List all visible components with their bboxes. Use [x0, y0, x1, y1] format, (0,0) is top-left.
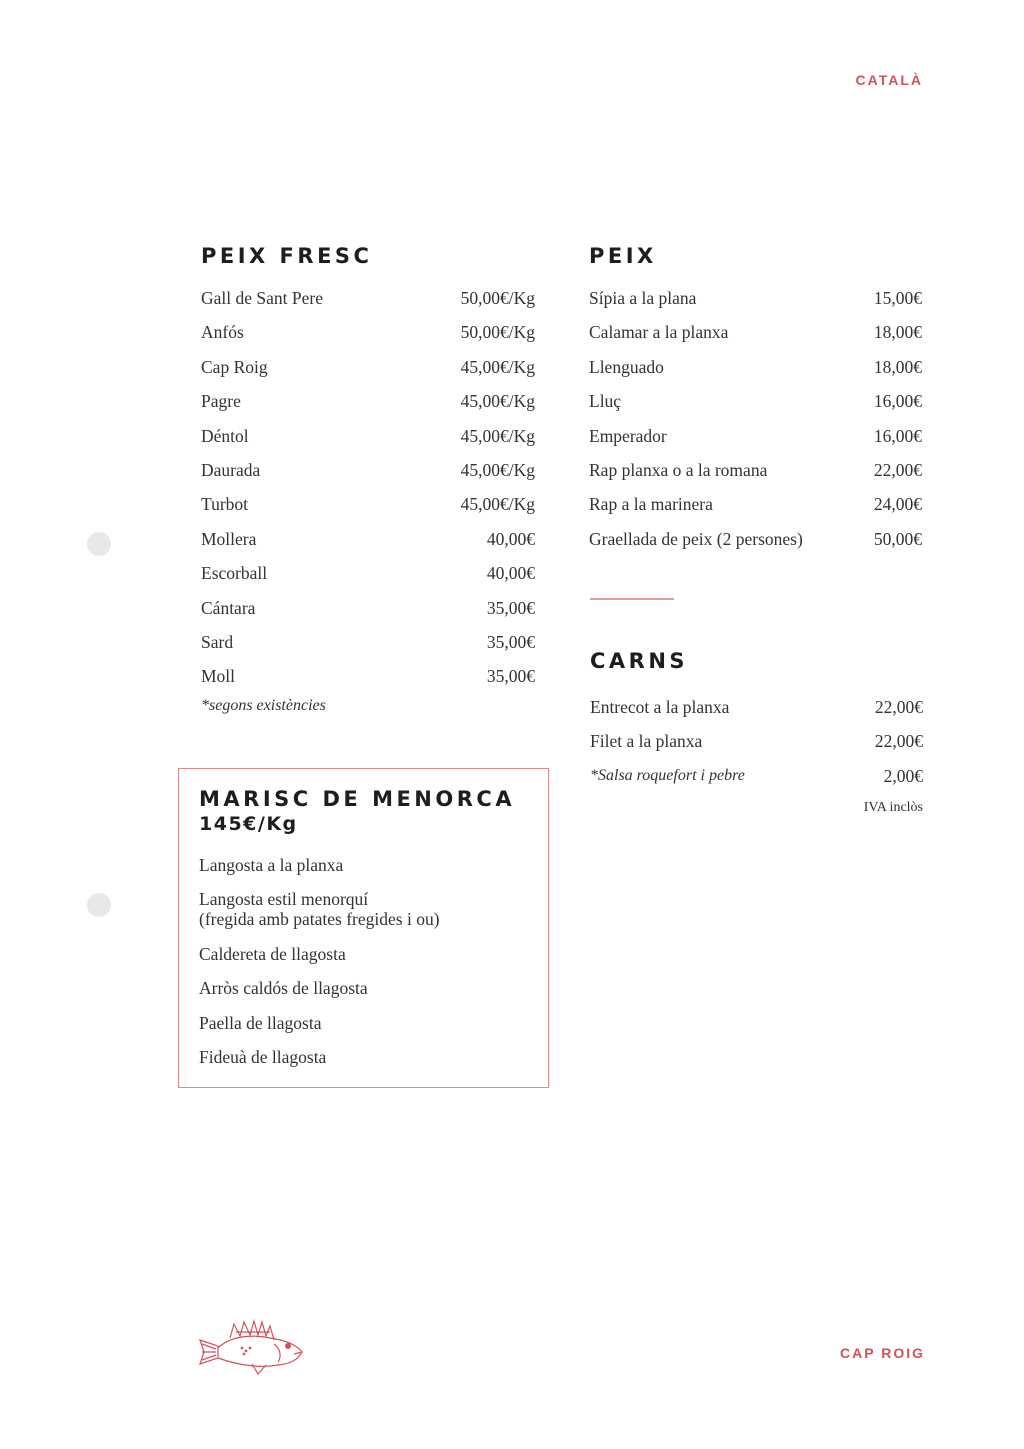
menu-item	[589, 322, 922, 356]
item-name: Daurada	[201, 459, 261, 480]
item-name: Mollera	[201, 528, 257, 549]
peix-fresc-section	[201, 244, 535, 715]
item-price: 15,00€	[873, 288, 922, 308]
menu-item	[201, 632, 535, 666]
scorpionfish-icon	[196, 1318, 308, 1378]
menu-item	[590, 697, 923, 731]
item-price: 45,00€/Kg	[460, 391, 535, 412]
marisc-item	[199, 889, 548, 929]
menu-item	[589, 494, 922, 528]
item-name: *Salsa roquefort i pebre	[590, 766, 745, 784]
binder-hole	[87, 532, 111, 556]
item-description: (fregida amb patates fregides i ou)	[199, 909, 440, 930]
item-name: Moll	[201, 666, 236, 687]
menu-item	[201, 529, 535, 563]
marisc-price: 145€/Kg	[199, 813, 298, 835]
item-name: Paella de llagosta	[199, 1012, 322, 1033]
item-price: 18,00€	[873, 322, 922, 343]
item-name: Anfós	[201, 322, 244, 343]
item-price: 35,00€	[486, 631, 535, 652]
item-price: 22,00€	[873, 459, 922, 480]
item-name: Déntol	[201, 425, 249, 446]
menu-item	[589, 391, 922, 425]
menu-item	[201, 666, 535, 700]
item-name: Arròs caldós de llagosta	[199, 978, 368, 999]
item-name: Pagre	[201, 391, 241, 412]
carns-section	[590, 649, 923, 816]
availability-note: *segons existències	[201, 696, 326, 714]
menu-item	[201, 357, 535, 391]
item-name: Filet a la planxa	[590, 731, 703, 752]
marisc-item	[199, 855, 548, 875]
marisc-box	[178, 768, 549, 1088]
item-price: 18,00€	[873, 356, 922, 377]
item-name: Llenguado	[589, 356, 664, 377]
binder-hole	[87, 893, 111, 917]
menu-item	[201, 391, 535, 425]
item-price: 40,00€	[486, 528, 535, 549]
item-price: 40,00€	[486, 563, 535, 584]
menu-item	[589, 529, 922, 563]
peix-section	[589, 244, 922, 563]
section-title: CARNS	[590, 649, 689, 673]
menu-item-extra	[590, 766, 923, 800]
item-price: 45,00€/Kg	[460, 494, 535, 515]
item-name: Langosta a la planxa	[199, 855, 344, 875]
menu-item	[589, 426, 922, 460]
item-price: 50,00€	[873, 528, 922, 549]
menu-item	[201, 563, 535, 597]
item-price: 16,00€	[873, 425, 922, 446]
menu-item	[590, 731, 923, 765]
item-name: Cántara	[201, 597, 256, 618]
vat-note: IVA inclòs	[863, 800, 923, 816]
menu-item	[201, 494, 535, 528]
item-name: Escorball	[201, 563, 268, 584]
item-name: Calamar a la planxa	[589, 322, 729, 343]
menu-item	[201, 322, 535, 356]
item-price: 50,00€/Kg	[460, 288, 535, 308]
menu-item	[589, 460, 922, 494]
item-name: Emperador	[589, 425, 667, 446]
menu-item	[201, 460, 535, 494]
item-name: Entrecot a la planxa	[590, 697, 730, 717]
marisc-item	[199, 944, 548, 964]
item-price: 45,00€/Kg	[460, 459, 535, 480]
item-price: 45,00€/Kg	[460, 425, 535, 446]
item-name: Fideuà de llagosta	[199, 1046, 327, 1067]
marisc-item	[199, 1013, 548, 1033]
item-name: Sípia a la plana	[589, 288, 697, 308]
item-name: Gall de Sant Pere	[201, 288, 323, 308]
item-price: 22,00€	[874, 731, 923, 752]
item-name: Turbot	[201, 494, 249, 515]
menu-item	[589, 288, 922, 322]
item-price: 24,00€	[873, 494, 922, 515]
menu-item	[201, 288, 535, 322]
item-price: 2,00€	[883, 765, 923, 786]
item-name: Cap Roig	[201, 356, 268, 377]
item-name: Sard	[201, 631, 234, 652]
item-name: Langosta estil menorquí	[199, 889, 369, 910]
marisc-item	[199, 978, 548, 998]
item-price: 16,00€	[873, 391, 922, 412]
item-price: 50,00€/Kg	[460, 322, 535, 343]
item-price: 22,00€	[874, 697, 923, 717]
section-title: MARISC DE MENORCA	[199, 787, 516, 811]
item-price: 45,00€/Kg	[460, 356, 535, 377]
item-price: 35,00€	[486, 597, 535, 618]
section-title: PEIX FRESC	[201, 244, 373, 268]
menu-item	[201, 426, 535, 460]
item-name: Lluç	[589, 391, 622, 412]
item-name: Graellada de peix (2 persones)	[589, 528, 803, 549]
brand-label: CAP ROIG	[840, 1345, 925, 1361]
menu-item	[201, 598, 535, 632]
section-divider	[590, 598, 674, 600]
item-name: Caldereta de llagosta	[199, 943, 346, 964]
item-name: Rap a la marinera	[589, 494, 713, 515]
language-label[interactable]: CATALÀ	[855, 72, 923, 88]
marisc-item	[199, 1047, 548, 1067]
section-title: PEIX	[589, 244, 657, 268]
menu-item	[589, 357, 922, 391]
item-price: 35,00€	[486, 666, 535, 687]
item-name: Rap planxa o a la romana	[589, 459, 768, 480]
